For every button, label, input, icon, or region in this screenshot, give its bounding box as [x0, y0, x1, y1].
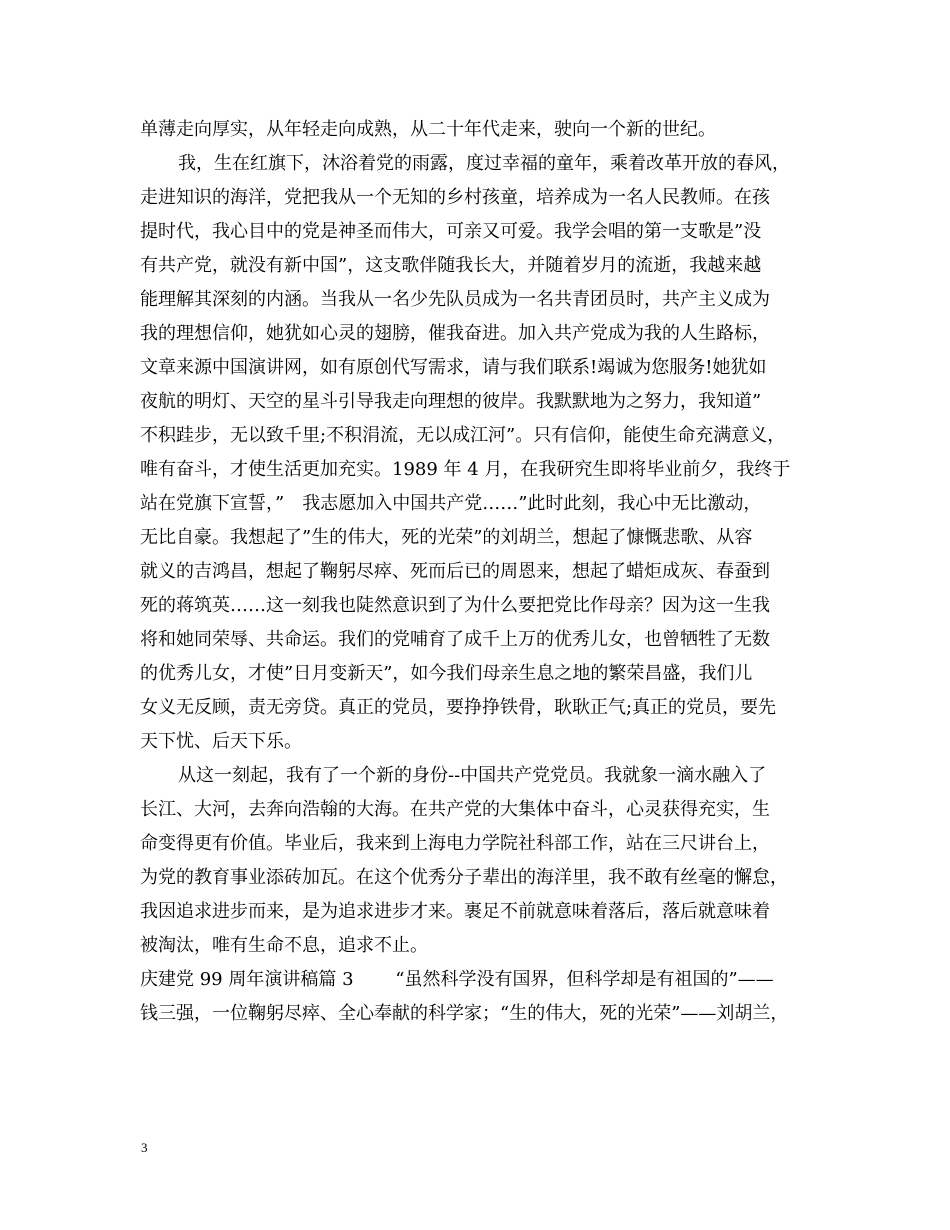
- text-line: 命变得更有价值。毕业后，我来到上海电力学院社科部工作，站在三尺讲台上，: [140, 833, 770, 854]
- text-line: 女义无反顾，责无旁贷。真正的党员，要挣挣铁骨，耿耿正气;真正的党员，要先: [140, 697, 777, 718]
- text-line: 我因追求进步而来，是为追求进步才来。裹足不前就意味着落后，落后就意味着: [140, 901, 770, 922]
- text-line: 站在党旗下宣誓，” 我志愿加入中国共产党……”此时此刻，我心中无比激动，: [140, 493, 762, 514]
- text-line: 就义的吉鸿昌，想起了鞠躬尽瘁、死而后已的周恩来，想起了蜡炬成灰、春蚕到: [140, 561, 770, 582]
- text-line: 钱三强，一位鞠躬尽瘁、全心奉献的科学家；“生的伟大，死的光荣”——刘胡兰，: [140, 1003, 789, 1024]
- text-line: 死的蒋筑英……这一刻我也陡然意识到了为什么要把党比作母亲？因为这一生我: [140, 595, 770, 616]
- text-line: 不积跬步，无以致千里;不积涓流，无以成江河”。只有信仰，能使生命充满意义，: [140, 425, 786, 446]
- text-line: 单薄走向厚实，从年轻走向成熟，从二十年代走来，驶向一个新的世纪。: [140, 119, 716, 140]
- text-line: 的优秀儿女，才使”日月变新天”，如今我们母亲生息之地的繁荣昌盛，我们儿: [140, 663, 753, 684]
- text-line: 被淘汰，唯有生命不息，追求不止。: [140, 935, 428, 956]
- text-line: 走进知识的海洋，党把我从一个无知的乡村孩童，培养成为一名人民教师。在孩: [140, 187, 770, 208]
- text-line: 我的理想信仰，她犹如心灵的翅膀，催我奋进。加入共产党成为我的人生路标，: [140, 323, 770, 344]
- text-line: 将和她同荣辱、共命运。我们的党哺育了成千上万的优秀儿女，也曾牺牲了无数: [140, 629, 770, 650]
- paragraph-start-line: 我，生在红旗下，沐浴着党的雨露，度过幸福的童年，乘着改革开放的春风，: [178, 153, 790, 174]
- text-line: 有共产党，就没有新中国”，这支歌伴随我长大，并随着岁月的流逝，我越来越: [140, 255, 762, 276]
- section-heading-line: 庆建党 99 周年演讲稿篇 3 “虽然科学没有国界，但科学却是有祖国的”——: [140, 969, 774, 990]
- text-line: 能理解其深刻的内涵。当我从一名少先队员成为一名共青团员时，共产主义成为: [140, 289, 770, 310]
- text-line: 夜航的明灯、天空的星斗引导我走向理想的彼岸。我默默地为之努力，我知道”: [140, 391, 762, 412]
- paragraph-start-line: 从这一刻起，我有了一个新的身份--中国共产党党员。我就象一滴水融入了: [178, 765, 767, 786]
- text-line: 天下忧、后天下乐。: [140, 731, 302, 752]
- page-number: 3: [141, 1140, 148, 1155]
- text-line: 唯有奋斗，才使生活更加充实。1989 年 4 月，在我研究生即将毕业前夕，我终于: [140, 459, 791, 480]
- text-line: 长江、大河，去奔向浩翰的大海。在共产党的大集体中奋斗，心灵获得充实，生: [140, 799, 770, 820]
- text-line: 提时代，我心目中的党是神圣而伟大，可亲又可爱。我学会唱的第一支歌是”没: [140, 221, 762, 242]
- text-line: 为党的教育事业添砖加瓦。在这个优秀分子辈出的海洋里，我不敢有丝毫的懈怠，: [140, 867, 788, 888]
- text-line: 无比自豪。我想起了”生的伟大，死的光荣”的刘胡兰，想起了慷慨悲歌、从容: [140, 527, 753, 548]
- text-line: 文章来源中国演讲网，如有原创代写需求，请与我们联系!竭诚为您服务!她犹如: [140, 357, 767, 378]
